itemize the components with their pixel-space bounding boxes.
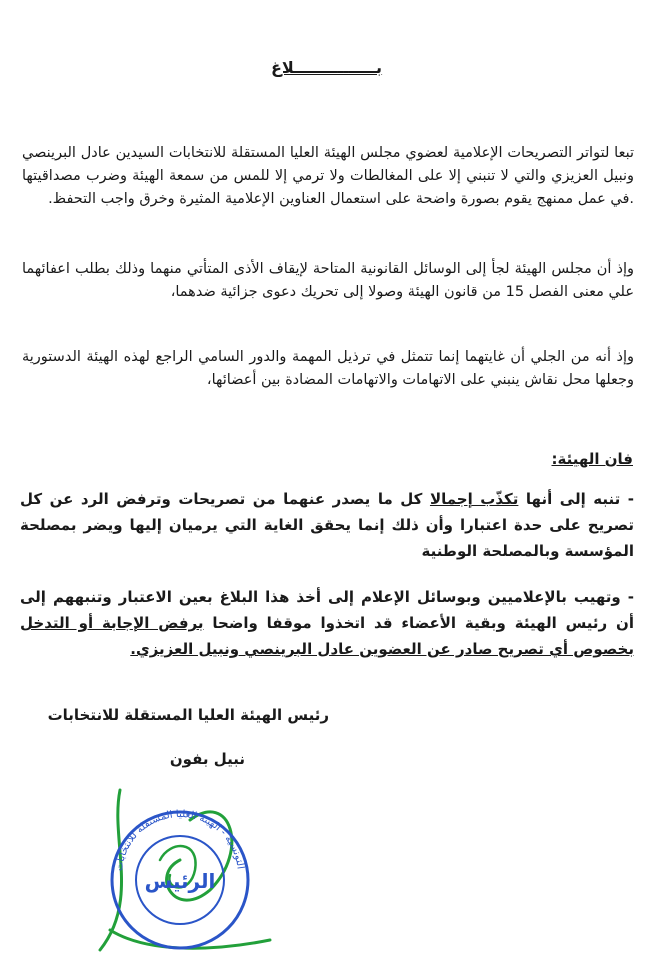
decision-heading: فان الهيئة:	[551, 450, 633, 468]
paragraph-2: وإذ أن مجلس الهيئة لجأ إلى الوسائل القانونية المتاحة لإيقاف الأذى المتأتي منهما وذلك بطلب اعفائهما علي معنى الفصل 15 من قانون الهيئة وصولا إلى تحريك دعوى جزائية ضدهما،	[22, 261, 634, 300]
signatory-name: نبيل بفون	[169, 750, 245, 768]
signatory-role: رئيس الهيئة العليا المستقلة للانتخابات	[47, 706, 329, 724]
decision-item-1	[20, 486, 634, 564]
paragraph-3: وإذ أنه من الجلي أن غايتهما إنما تتمثل في ترذيل المهمة والدور السامي الراجع لهذه الهيئة الدستورية وجعلها محل نقاش ينبني على الاتهامات والاتهامات المضادة بين أعضائها،	[22, 349, 634, 388]
decision-item-2	[20, 584, 634, 662]
document-title: بـــــــــــــــلاغ	[270, 58, 383, 77]
stamp-center-text: الرئيس	[144, 869, 216, 893]
paragraph-1: تبعا لتواتر التصريحات الإعلامية لعضوي مجلس الهيئة العليا المستقلة للانتخابات السيدين عادل البرينصي ونبيل العزيزي والتي لا تنبني إلا على المغالطات ولا ترمي إلا للمس من سمعة الهيئة وضرب مصداقيتها .في عمل ممنهج يقوم بصورة واضحة على استعمال العناوين الإعلامية المثيرة وخرق واجب التحفظ.	[22, 145, 634, 207]
stamp-and-signature-icon	[80, 780, 280, 960]
decision-2-part1: - وتهيب بالإعلاميين وبوسائل الإعلام إلى أخذ هذا البلاغ بعين الاعتبار وتنبههم إلى أن رئيس الهيئة وبقية الأعضاء قد اتخذوا موقفا واضحا	[20, 588, 635, 632]
decision-2-underlined: برفض الإجابة أو التدخل بخصوص أي تصريح صادر عن العضوين عادل البرينصي ونبيل العزيزي.	[20, 614, 634, 658]
stamp-outer-text: التونسية - الهيئة العليا المستقلة للانتخابات	[114, 808, 246, 872]
decision-1-prefix: - تنبه إلى أنها	[518, 490, 634, 508]
official-stamp	[80, 780, 280, 960]
decision-1-rest: كل ما يصدر عنهما من تصريحات وترفض الرد عن كل تصريح على حدة اعتبارا وأن ذلك إنما يحقق الغاية التي يرميان إليها ويضر بمصلحة المؤسسة وبالمصلحة الوطنية	[20, 490, 634, 560]
decision-1-emphasis: تكذّب إجمالا	[429, 490, 519, 508]
svg-text:الجمهورية التونسية - الهيئة ال	[80, 780, 246, 873]
